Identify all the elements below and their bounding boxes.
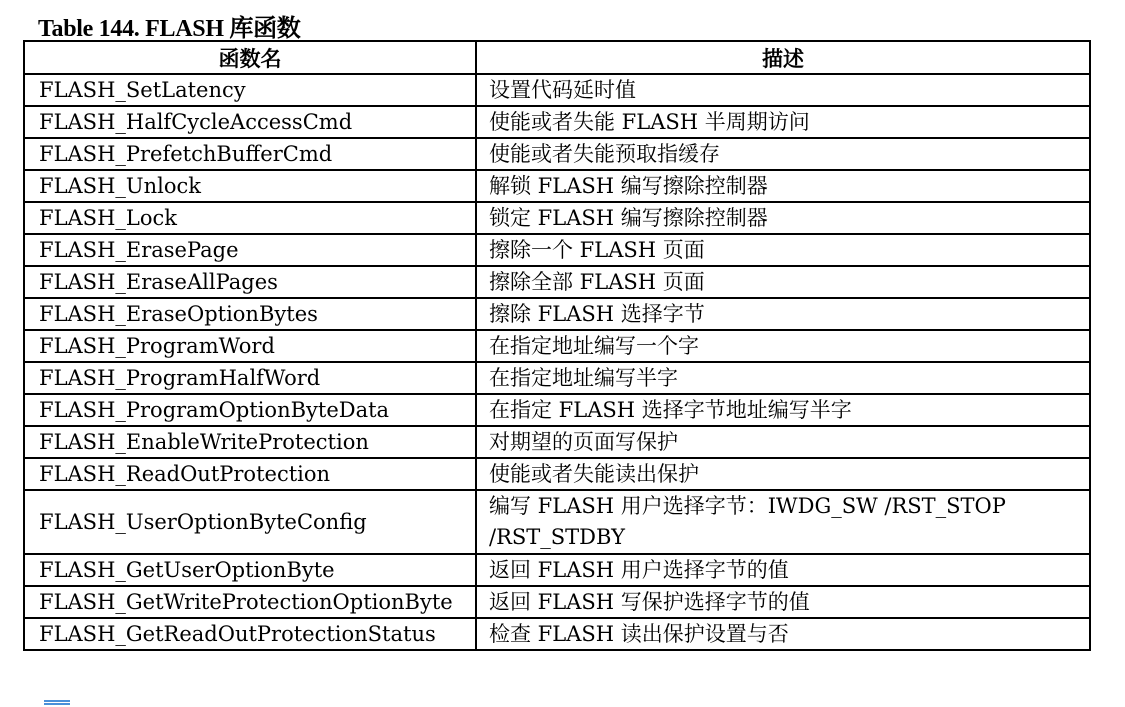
function-name-cell: FLASH_GetUserOptionByte bbox=[24, 554, 476, 586]
function-name-cell: FLASH_PrefetchBufferCmd bbox=[24, 138, 476, 170]
table-row bbox=[24, 266, 1090, 298]
function-name-cell: FLASH_ErasePage bbox=[24, 234, 476, 266]
table-row bbox=[24, 74, 1090, 106]
function-name-cell: FLASH_HalfCycleAccessCmd bbox=[24, 106, 476, 138]
function-name-cell: FLASH_GetWriteProtectionOptionByte bbox=[24, 586, 476, 618]
table-row bbox=[24, 458, 1090, 490]
table-row bbox=[24, 106, 1090, 138]
function-name-cell: FLASH_GetReadOutProtectionStatus bbox=[24, 618, 476, 650]
table-row bbox=[24, 234, 1090, 266]
column-header-function-name: 函数名 bbox=[24, 41, 476, 74]
page-corner-logo-icon bbox=[44, 700, 70, 707]
logo-stripe bbox=[44, 700, 70, 702]
table-header-row bbox=[24, 41, 1090, 74]
table-row bbox=[24, 490, 1090, 554]
function-name-cell: FLASH_EraseAllPages bbox=[24, 266, 476, 298]
description-cell: 使能或者失能读出保护 bbox=[476, 458, 1090, 490]
description-cell: 解锁 FLASH 编写擦除控制器 bbox=[476, 170, 1090, 202]
description-cell: 锁定 FLASH 编写擦除控制器 bbox=[476, 202, 1090, 234]
function-name-cell: FLASH_EnableWriteProtection bbox=[24, 426, 476, 458]
description-cell: 在指定 FLASH 选择字节地址编写半字 bbox=[476, 394, 1090, 426]
flash-library-functions-table bbox=[23, 40, 1091, 651]
description-cell: 返回 FLASH 用户选择字节的值 bbox=[476, 554, 1090, 586]
function-name-cell: FLASH_ProgramOptionByteData bbox=[24, 394, 476, 426]
table-caption: Table 144. FLASH 库函数 bbox=[38, 16, 301, 42]
description-cell: 编写 FLASH 用户选择字节：IWDG_SW /RST_STOP /RST_STDBY bbox=[476, 490, 1090, 554]
description-cell: 擦除全部 FLASH 页面 bbox=[476, 266, 1090, 298]
table-row bbox=[24, 138, 1090, 170]
table-row bbox=[24, 394, 1090, 426]
description-cell: 使能或者失能 FLASH 半周期访问 bbox=[476, 106, 1090, 138]
table-row bbox=[24, 202, 1090, 234]
function-name-cell: FLASH_Lock bbox=[24, 202, 476, 234]
description-cell: 返回 FLASH 写保护选择字节的值 bbox=[476, 586, 1090, 618]
table-row bbox=[24, 426, 1090, 458]
description-cell: 在指定地址编写一个字 bbox=[476, 330, 1090, 362]
function-name-cell: FLASH_SetLatency bbox=[24, 74, 476, 106]
function-name-cell: FLASH_ReadOutProtection bbox=[24, 458, 476, 490]
function-name-cell: FLASH_UserOptionByteConfig bbox=[24, 490, 476, 554]
description-cell: 擦除 FLASH 选择字节 bbox=[476, 298, 1090, 330]
table-row bbox=[24, 618, 1090, 650]
table-row bbox=[24, 330, 1090, 362]
function-name-cell: FLASH_Unlock bbox=[24, 170, 476, 202]
column-header-description: 描述 bbox=[476, 41, 1090, 74]
table-row bbox=[24, 586, 1090, 618]
description-cell: 检查 FLASH 读出保护设置与否 bbox=[476, 618, 1090, 650]
table-row bbox=[24, 362, 1090, 394]
description-cell: 擦除一个 FLASH 页面 bbox=[476, 234, 1090, 266]
function-name-cell: FLASH_ProgramHalfWord bbox=[24, 362, 476, 394]
function-name-cell: FLASH_EraseOptionBytes bbox=[24, 298, 476, 330]
table-row bbox=[24, 170, 1090, 202]
table-row bbox=[24, 554, 1090, 586]
description-cell: 在指定地址编写半字 bbox=[476, 362, 1090, 394]
table-row bbox=[24, 298, 1090, 330]
description-cell: 设置代码延时值 bbox=[476, 74, 1090, 106]
description-cell: 使能或者失能预取指缓存 bbox=[476, 138, 1090, 170]
logo-stripe bbox=[44, 703, 70, 705]
description-cell: 对期望的页面写保护 bbox=[476, 426, 1090, 458]
function-name-cell: FLASH_ProgramWord bbox=[24, 330, 476, 362]
